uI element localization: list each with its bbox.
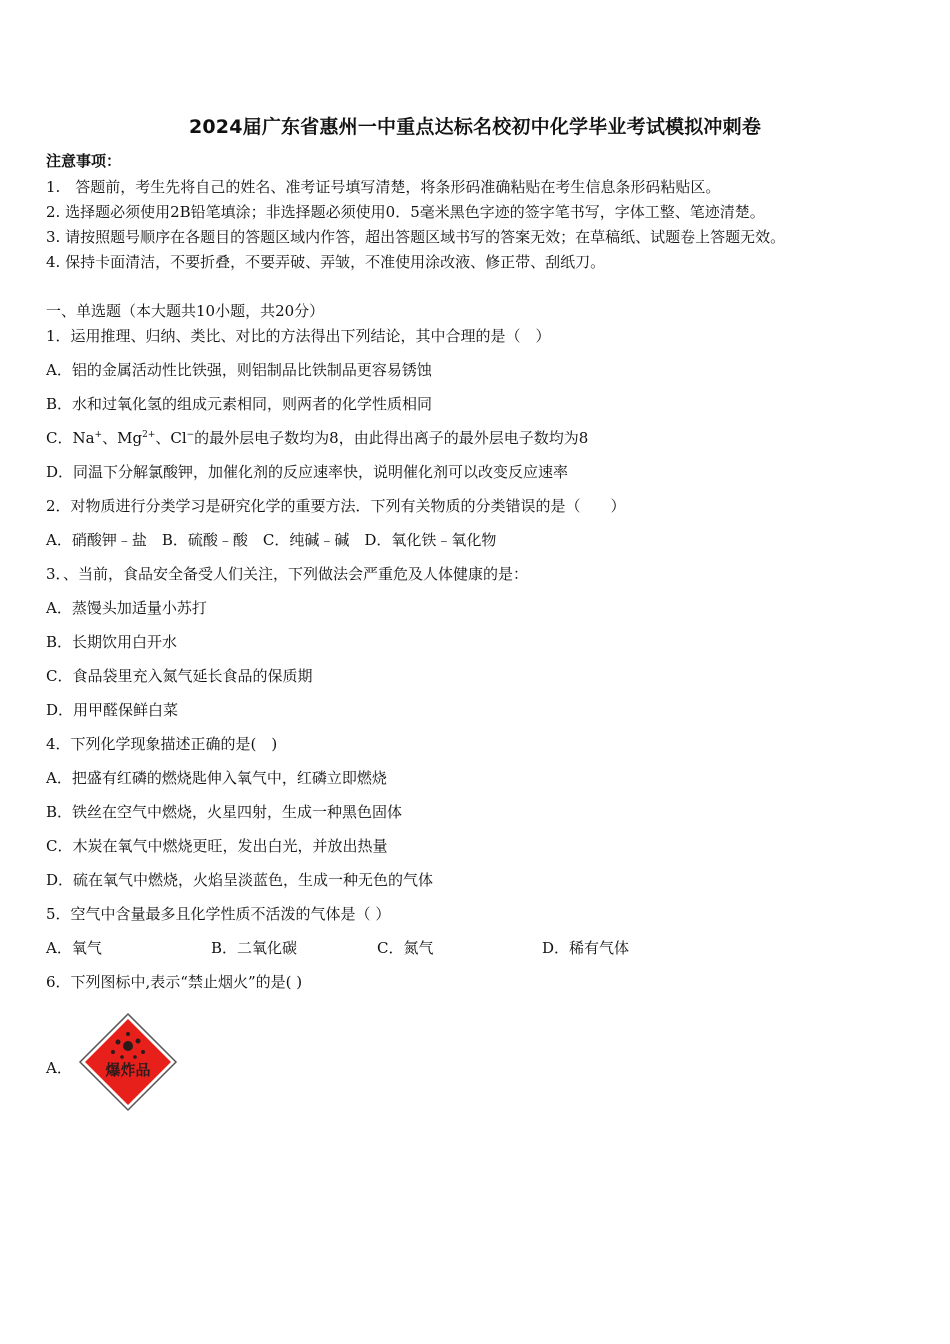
question-1-option-c [46,428,588,448]
question-6-stem: 6．下列图标中,表示“禁止烟火”的是( ) [46,973,303,991]
notice-item-4: 4. 保持卡面清洁，不要折叠，不要弄破、弄皱，不准使用涂改液、修正带、刮纸刀。 [46,253,606,271]
question-5-option-c: C．氮气 [377,939,434,957]
option-c-mid: 、Mg [102,429,143,447]
option-c-rest: 的最外层电子数均为8，由此得出离子的最外层电子数均为8 [194,429,589,447]
question-1-option-a: A．铝的金属活动性比铁强，则铝制品比铁制品更容易锈蚀 [46,361,432,379]
question-4-option-d: D．硫在氧气中燃烧，火焰呈淡蓝色，生成一种无色的气体 [46,871,434,889]
question-4-stem: 4．下列化学现象描述正确的是( ) [46,735,278,753]
question-5-option-a: A．氧气 [46,939,102,957]
question-3-option-a: A．蒸馒头加适量小苏打 [46,599,207,617]
question-4-option-c: C．木炭在氧气中燃烧更旺，发出白光，并放出热量 [46,837,388,855]
question-5-option-d: D．稀有气体 [542,939,630,957]
page-title: 2024届广东省惠州一中重点达标名校初中化学毕业考试模拟冲刺卷 [188,116,762,138]
explosive-sign-icon [78,1012,178,1112]
notice-item-1: 1. 答题前，考生先将自己的姓名、准考证号填写清楚，将条形码准确粘贴在考生信息条形码粘贴区。 [46,178,721,196]
charge-superscript: 2+ [142,430,156,440]
notice-item-3: 3. 请按照题号顺序在各题目的答题区域内作答，超出答题区域书写的答案无效；在草稿纸、试题卷上答题无效。 [46,228,786,246]
option-c-prefix: C．Na [46,429,95,447]
charge-superscript: − [186,430,195,440]
question-4-option-a: A．把盛有红磷的燃烧匙伸入氧气中，红磷立即燃烧 [46,769,387,787]
question-1-option-b: B．水和过氧化氢的组成元素相同，则两者的化学性质相同 [46,395,433,413]
section-heading: 一、单选题（本大题共10小题，共20分） [46,302,325,320]
question-3-option-d: D．用甲醛保鲜白菜 [46,701,179,719]
notice-heading: 注意事项： [46,152,122,170]
question-3-option-c: C．食品袋里充入氮气延长食品的保质期 [46,667,313,685]
charge-superscript: + [94,430,103,440]
question-5-option-b: B．二氧化碳 [211,939,298,957]
question-2-stem: 2．对物质进行分类学习是研究化学的重要方法．下列有关物质的分类错误的是（ ） [46,497,626,515]
option-c-mid: 、Cl [155,429,187,447]
question-3-option-b: B．长期饮用白开水 [46,633,178,651]
question-3-stem: 3．、当前，食品安全备受人们关注，下列做法会严重危及人体健康的是： [46,565,529,583]
question-1-option-d: D．同温下分解氯酸钾，加催化剂的反应速率快，说明催化剂可以改变反应速率 [46,463,569,481]
question-1-stem: 1．运用推理、归纳、类比、对比的方法得出下列结论，其中合理的是（ ） [46,327,551,345]
sign-label: 爆炸品 [105,1061,151,1079]
question-4-option-b: B．铁丝在空气中燃烧，火星四射，生成一种黑色固体 [46,803,403,821]
question-2-options: A．硝酸钾﹣盐 B．硫酸﹣酸 C．纯碱﹣碱 D．氧化铁﹣氧化物 [46,531,497,549]
question-5-stem: 5．空气中含量最多且化学性质不活泼的气体是（ ） [46,905,391,923]
notice-item-2: 2. 选择题必须使用2B铅笔填涂；非选择题必须使用0．5毫米黑色字迹的签字笔书写，字体工整、笔迹清楚。 [46,203,765,221]
question-6-option-a-label: A． [46,1059,72,1077]
